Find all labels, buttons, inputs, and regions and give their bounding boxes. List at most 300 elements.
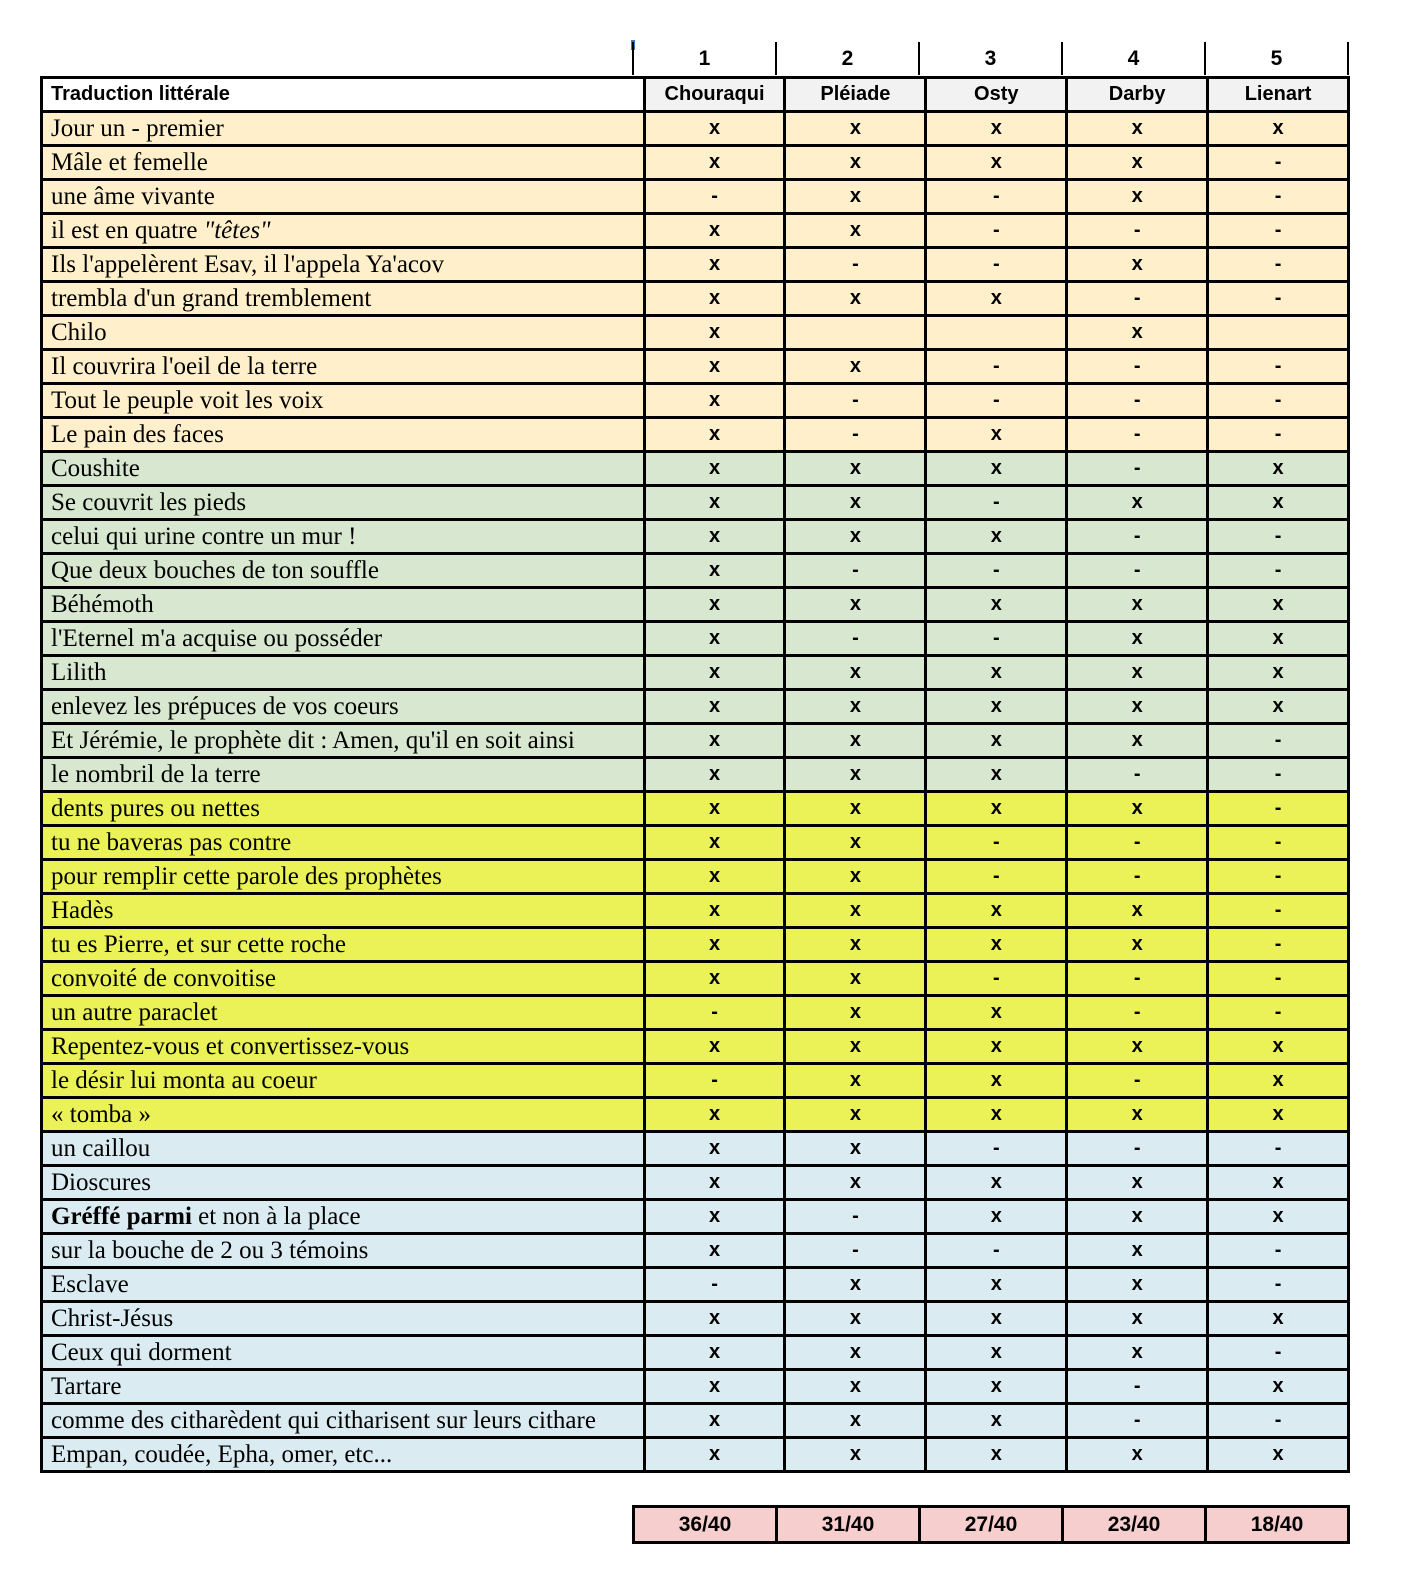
- table-row: [42, 1030, 1349, 1064]
- totals-row: [634, 1507, 1349, 1543]
- mark-cell: x: [644, 588, 785, 622]
- mark-cell: x: [926, 1302, 1067, 1336]
- mark-cell: -: [1208, 894, 1349, 928]
- table-row: [42, 1098, 1349, 1132]
- mark-cell: -: [926, 350, 1067, 384]
- mark-cell: x: [785, 452, 926, 486]
- mark-cell: -: [926, 384, 1067, 418]
- mark-cell: -: [1208, 996, 1349, 1030]
- row-label: [42, 214, 645, 248]
- row-label: Il couvrira l'oeil de la terre: [42, 350, 645, 384]
- table-row: [42, 622, 1349, 656]
- row-label: tu es Pierre, et sur cette roche: [42, 928, 645, 962]
- mark-cell: -: [1208, 928, 1349, 962]
- mark-cell: x: [1208, 452, 1349, 486]
- mark-cell: x: [926, 282, 1067, 316]
- row-label: Lilith: [42, 656, 645, 690]
- table-row: [42, 180, 1349, 214]
- total-score: 36/40: [634, 1507, 777, 1543]
- row-label: Chilo: [42, 316, 645, 350]
- mark-cell: x: [1208, 1098, 1349, 1132]
- mark-cell: x: [785, 758, 926, 792]
- mark-cell: x: [644, 860, 785, 894]
- mark-cell: -: [1208, 350, 1349, 384]
- row-label: Mâle et femelle: [42, 146, 645, 180]
- column-number-3: 3: [918, 42, 1061, 75]
- row-label: Jour un - premier: [42, 112, 645, 146]
- mark-cell: [1208, 316, 1349, 350]
- table-row: [42, 1336, 1349, 1370]
- row-label: l'Eternel m'a acquise ou posséder: [42, 622, 645, 656]
- mark-cell: -: [1208, 1404, 1349, 1438]
- mark-cell: x: [785, 1030, 926, 1064]
- mark-cell: x: [785, 1438, 926, 1472]
- mark-cell: x: [644, 894, 785, 928]
- row-label: celui qui urine contre un mur !: [42, 520, 645, 554]
- mark-cell: x: [785, 826, 926, 860]
- mark-cell: -: [1067, 520, 1208, 554]
- table-row: [42, 452, 1349, 486]
- totals-table: [632, 1505, 1350, 1544]
- mark-cell: x: [1208, 1438, 1349, 1472]
- mark-cell: -: [1208, 1336, 1349, 1370]
- mark-cell: -: [1067, 384, 1208, 418]
- mark-cell: x: [644, 656, 785, 690]
- mark-cell: -: [1208, 248, 1349, 282]
- mark-cell: x: [1067, 486, 1208, 520]
- mark-cell: x: [1067, 928, 1208, 962]
- table-row: [42, 724, 1349, 758]
- mark-cell: -: [926, 622, 1067, 656]
- row-label: Empan, coudée, Epha, omer, etc...: [42, 1438, 645, 1472]
- row-label: Tartare: [42, 1370, 645, 1404]
- mark-cell: x: [644, 452, 785, 486]
- mark-cell: x: [926, 724, 1067, 758]
- mark-cell: x: [785, 1064, 926, 1098]
- table-row: [42, 860, 1349, 894]
- mark-cell: -: [926, 1132, 1067, 1166]
- mark-cell: x: [926, 894, 1067, 928]
- mark-cell: x: [644, 316, 785, 350]
- mark-cell: x: [644, 1370, 785, 1404]
- table-row: [42, 418, 1349, 452]
- mark-cell: -: [926, 962, 1067, 996]
- mark-cell: x: [1208, 588, 1349, 622]
- row-label: Coushite: [42, 452, 645, 486]
- row-label: comme des citharèdent qui citharisent sur leurs cithare: [42, 1404, 645, 1438]
- row-label: sur la bouche de 2 ou 3 témoins: [42, 1234, 645, 1268]
- corner-header-label: Traduction littérale: [42, 78, 645, 112]
- mark-cell: -: [644, 1268, 785, 1302]
- mark-cell: x: [926, 1438, 1067, 1472]
- row-label: trembla d'un grand tremblement: [42, 282, 645, 316]
- mark-cell: -: [644, 1064, 785, 1098]
- mark-cell: x: [1208, 1030, 1349, 1064]
- row-label: un caillou: [42, 1132, 645, 1166]
- table-row: [42, 1404, 1349, 1438]
- mark-cell: x: [1067, 1166, 1208, 1200]
- mark-cell: -: [1208, 962, 1349, 996]
- row-label: Le pain des faces: [42, 418, 645, 452]
- mark-cell: -: [926, 554, 1067, 588]
- mark-cell: -: [644, 180, 785, 214]
- mark-cell: x: [785, 1336, 926, 1370]
- mark-cell: x: [644, 214, 785, 248]
- mark-cell: -: [926, 486, 1067, 520]
- mark-cell: x: [785, 928, 926, 962]
- mark-cell: -: [785, 384, 926, 418]
- mark-cell: x: [926, 1064, 1067, 1098]
- mark-cell: x: [644, 622, 785, 656]
- mark-cell: x: [1067, 146, 1208, 180]
- mark-cell: x: [785, 860, 926, 894]
- row-label: Que deux bouches de ton souffle: [42, 554, 645, 588]
- mark-cell: x: [785, 1268, 926, 1302]
- mark-cell: x: [926, 1166, 1067, 1200]
- mark-cell: x: [785, 1404, 926, 1438]
- table-row: [42, 1370, 1349, 1404]
- mark-cell: -: [1067, 282, 1208, 316]
- row-label: enlevez les prépuces de vos coeurs: [42, 690, 645, 724]
- mark-cell: x: [1208, 1200, 1349, 1234]
- column-header-osty: Osty: [926, 78, 1067, 112]
- table-row: [42, 350, 1349, 384]
- mark-cell: -: [1067, 1404, 1208, 1438]
- mark-cell: -: [1208, 520, 1349, 554]
- row-label: « tomba »: [42, 1098, 645, 1132]
- mark-cell: x: [644, 1302, 785, 1336]
- table-row: [42, 792, 1349, 826]
- mark-cell: x: [785, 1098, 926, 1132]
- column-numbers-row: [632, 42, 1347, 75]
- total-score: 31/40: [777, 1507, 920, 1543]
- mark-cell: -: [926, 180, 1067, 214]
- mark-cell: x: [926, 146, 1067, 180]
- mark-cell: -: [1067, 826, 1208, 860]
- row-label: Christ-Jésus: [42, 1302, 645, 1336]
- mark-cell: -: [1208, 384, 1349, 418]
- mark-cell: x: [1208, 690, 1349, 724]
- row-label: Hadès: [42, 894, 645, 928]
- mark-cell: x: [644, 962, 785, 996]
- mark-cell: x: [785, 962, 926, 996]
- row-label: tu ne baveras pas contre: [42, 826, 645, 860]
- mark-cell: x: [1067, 1030, 1208, 1064]
- mark-cell: x: [1067, 1098, 1208, 1132]
- mark-cell: -: [785, 248, 926, 282]
- total-score: 27/40: [920, 1507, 1063, 1543]
- mark-cell: x: [644, 1438, 785, 1472]
- mark-cell: -: [644, 996, 785, 1030]
- mark-cell: x: [926, 1336, 1067, 1370]
- mark-cell: x: [926, 1404, 1067, 1438]
- mark-cell: x: [1208, 112, 1349, 146]
- mark-cell: x: [644, 1030, 785, 1064]
- table-row: [42, 962, 1349, 996]
- mark-cell: x: [785, 690, 926, 724]
- mark-cell: x: [1208, 1302, 1349, 1336]
- total-score: 23/40: [1063, 1507, 1206, 1543]
- mark-cell: x: [644, 1336, 785, 1370]
- mark-cell: -: [1067, 418, 1208, 452]
- mark-cell: -: [1208, 554, 1349, 588]
- table-row: [42, 1268, 1349, 1302]
- column-header-pléiade: Pléiade: [785, 78, 926, 112]
- table-row: [42, 248, 1349, 282]
- mark-cell: x: [1067, 690, 1208, 724]
- mark-cell: x: [1067, 1302, 1208, 1336]
- column-header-lienart: Lienart: [1208, 78, 1349, 112]
- mark-cell: -: [1208, 826, 1349, 860]
- mark-cell: x: [785, 486, 926, 520]
- total-score: 18/40: [1206, 1507, 1349, 1543]
- mark-cell: [785, 316, 926, 350]
- mark-cell: -: [1208, 1268, 1349, 1302]
- mark-cell: x: [785, 996, 926, 1030]
- table-row: [42, 894, 1349, 928]
- table-row: [42, 384, 1349, 418]
- mark-cell: x: [1067, 180, 1208, 214]
- row-label-segment: et non à la place: [191, 1202, 361, 1230]
- row-label: le désir lui monta au coeur: [42, 1064, 645, 1098]
- mark-cell: -: [1067, 554, 1208, 588]
- mark-cell: x: [644, 554, 785, 588]
- mark-cell: x: [1067, 656, 1208, 690]
- row-label: pour remplir cette parole des prophètes: [42, 860, 645, 894]
- mark-cell: x: [1208, 1166, 1349, 1200]
- mark-cell: x: [644, 1132, 785, 1166]
- table-row: [42, 656, 1349, 690]
- mark-cell: -: [1067, 350, 1208, 384]
- row-label: Esclave: [42, 1268, 645, 1302]
- mark-cell: x: [785, 146, 926, 180]
- mark-cell: -: [1067, 1370, 1208, 1404]
- mark-cell: x: [926, 1370, 1067, 1404]
- mark-cell: x: [644, 248, 785, 282]
- mark-cell: x: [1067, 1336, 1208, 1370]
- mark-cell: x: [644, 384, 785, 418]
- mark-cell: -: [926, 214, 1067, 248]
- table-row: [42, 146, 1349, 180]
- mark-cell: x: [926, 588, 1067, 622]
- mark-cell: x: [1067, 1234, 1208, 1268]
- mark-cell: x: [785, 792, 926, 826]
- mark-cell: x: [644, 1234, 785, 1268]
- row-label: un autre paraclet: [42, 996, 645, 1030]
- table-row: [42, 928, 1349, 962]
- mark-cell: x: [644, 350, 785, 384]
- mark-cell: x: [926, 792, 1067, 826]
- mark-cell: x: [644, 724, 785, 758]
- column-number-4: 4: [1061, 42, 1204, 75]
- mark-cell: x: [1067, 792, 1208, 826]
- mark-cell: -: [1208, 146, 1349, 180]
- mark-cell: x: [1208, 1064, 1349, 1098]
- mark-cell: x: [785, 1370, 926, 1404]
- mark-cell: x: [926, 418, 1067, 452]
- mark-cell: x: [644, 112, 785, 146]
- column-header-chouraqui: Chouraqui: [644, 78, 785, 112]
- mark-cell: x: [644, 1166, 785, 1200]
- mark-cell: -: [785, 622, 926, 656]
- mark-cell: -: [1208, 180, 1349, 214]
- mark-cell: -: [1067, 1132, 1208, 1166]
- mark-cell: x: [926, 112, 1067, 146]
- mark-cell: x: [785, 1166, 926, 1200]
- table-row: [42, 1438, 1349, 1472]
- mark-cell: x: [785, 520, 926, 554]
- mark-cell: x: [1208, 656, 1349, 690]
- mark-cell: -: [1067, 1064, 1208, 1098]
- table-row: [42, 316, 1349, 350]
- row-label: Repentez-vous et convertissez-vous: [42, 1030, 645, 1064]
- table-row: [42, 112, 1349, 146]
- translation-comparison-table: [40, 76, 1350, 1473]
- mark-cell: [926, 316, 1067, 350]
- mark-cell: x: [1067, 724, 1208, 758]
- table-row: [42, 486, 1349, 520]
- mark-cell: -: [1208, 792, 1349, 826]
- table-row: [42, 282, 1349, 316]
- mark-cell: x: [785, 1132, 926, 1166]
- row-label: Se couvrit les pieds: [42, 486, 645, 520]
- row-label: Dioscures: [42, 1166, 645, 1200]
- row-label: [42, 1200, 645, 1234]
- mark-cell: x: [785, 656, 926, 690]
- mark-cell: -: [1067, 758, 1208, 792]
- row-label-segment: "têtes": [203, 216, 271, 244]
- mark-cell: x: [644, 928, 785, 962]
- mark-cell: x: [644, 1098, 785, 1132]
- mark-cell: x: [1067, 1268, 1208, 1302]
- row-label-segment: il est en quatre: [51, 216, 204, 244]
- row-label: Tout le peuple voit les voix: [42, 384, 645, 418]
- mark-cell: -: [785, 418, 926, 452]
- mark-cell: x: [926, 1030, 1067, 1064]
- mark-cell: x: [1067, 588, 1208, 622]
- mark-cell: -: [1067, 214, 1208, 248]
- column-number-2: 2: [775, 42, 918, 75]
- table-row: [42, 1302, 1349, 1336]
- mark-cell: x: [1208, 486, 1349, 520]
- mark-cell: x: [785, 282, 926, 316]
- mark-cell: -: [926, 826, 1067, 860]
- row-label-segment: Gréffé parmi: [51, 1202, 192, 1230]
- row-label: une âme vivante: [42, 180, 645, 214]
- mark-cell: -: [1208, 860, 1349, 894]
- mark-cell: x: [926, 1098, 1067, 1132]
- mark-cell: x: [1208, 1370, 1349, 1404]
- row-label: le nombril de la terre: [42, 758, 645, 792]
- mark-cell: -: [785, 1200, 926, 1234]
- table-row: [42, 690, 1349, 724]
- mark-cell: -: [1067, 962, 1208, 996]
- table-row: [42, 1132, 1349, 1166]
- mark-cell: x: [1067, 248, 1208, 282]
- mark-cell: x: [926, 656, 1067, 690]
- table-row: [42, 554, 1349, 588]
- mark-cell: -: [785, 1234, 926, 1268]
- mark-cell: x: [1067, 894, 1208, 928]
- mark-cell: x: [644, 418, 785, 452]
- mark-cell: -: [1208, 418, 1349, 452]
- table-header-row: [42, 78, 1349, 112]
- mark-cell: x: [644, 758, 785, 792]
- mark-cell: x: [926, 1268, 1067, 1302]
- mark-cell: x: [785, 894, 926, 928]
- mark-cell: x: [644, 146, 785, 180]
- mark-cell: -: [1208, 214, 1349, 248]
- mark-cell: x: [926, 1200, 1067, 1234]
- mark-cell: -: [1067, 996, 1208, 1030]
- table-row: [42, 214, 1349, 248]
- mark-cell: -: [1067, 860, 1208, 894]
- mark-cell: x: [926, 928, 1067, 962]
- row-label: Béhémoth: [42, 588, 645, 622]
- mark-cell: -: [1208, 1132, 1349, 1166]
- mark-cell: x: [785, 724, 926, 758]
- row-label: Et Jérémie, le prophète dit : Amen, qu'il en soit ainsi: [42, 724, 645, 758]
- mark-cell: x: [1067, 1438, 1208, 1472]
- table-row: [42, 588, 1349, 622]
- mark-cell: -: [1208, 758, 1349, 792]
- table-row: [42, 758, 1349, 792]
- mark-cell: -: [926, 860, 1067, 894]
- mark-cell: x: [785, 350, 926, 384]
- mark-cell: x: [644, 826, 785, 860]
- mark-cell: x: [644, 1200, 785, 1234]
- mark-cell: x: [644, 1404, 785, 1438]
- mark-cell: x: [1067, 316, 1208, 350]
- table-row: [42, 996, 1349, 1030]
- row-label: Ils l'appelèrent Esav, il l'appela Ya'acov: [42, 248, 645, 282]
- table-row: [42, 1166, 1349, 1200]
- mark-cell: x: [644, 282, 785, 316]
- mark-cell: -: [1208, 282, 1349, 316]
- row-label: Ceux qui dorment: [42, 1336, 645, 1370]
- column-number-1: 1: [632, 42, 775, 75]
- table-row: [42, 826, 1349, 860]
- mark-cell: x: [785, 1302, 926, 1336]
- row-label: dents pures ou nettes: [42, 792, 645, 826]
- mark-cell: x: [1067, 1200, 1208, 1234]
- table-row: [42, 1064, 1349, 1098]
- mark-cell: -: [926, 1234, 1067, 1268]
- mark-cell: -: [1208, 1234, 1349, 1268]
- mark-cell: x: [644, 486, 785, 520]
- mark-cell: x: [1208, 622, 1349, 656]
- mark-cell: x: [644, 690, 785, 724]
- mark-cell: x: [926, 520, 1067, 554]
- table-row: [42, 520, 1349, 554]
- mark-cell: x: [785, 214, 926, 248]
- column-header-darby: Darby: [1067, 78, 1208, 112]
- mark-cell: x: [926, 452, 1067, 486]
- mark-cell: x: [926, 758, 1067, 792]
- mark-cell: x: [785, 588, 926, 622]
- mark-cell: x: [785, 180, 926, 214]
- mark-cell: -: [1208, 724, 1349, 758]
- mark-cell: -: [785, 554, 926, 588]
- row-label: convoité de convoitise: [42, 962, 645, 996]
- mark-cell: x: [926, 690, 1067, 724]
- table-row: [42, 1234, 1349, 1268]
- mark-cell: x: [644, 792, 785, 826]
- mark-cell: x: [785, 112, 926, 146]
- mark-cell: x: [926, 996, 1067, 1030]
- mark-cell: -: [1067, 452, 1208, 486]
- mark-cell: x: [1067, 622, 1208, 656]
